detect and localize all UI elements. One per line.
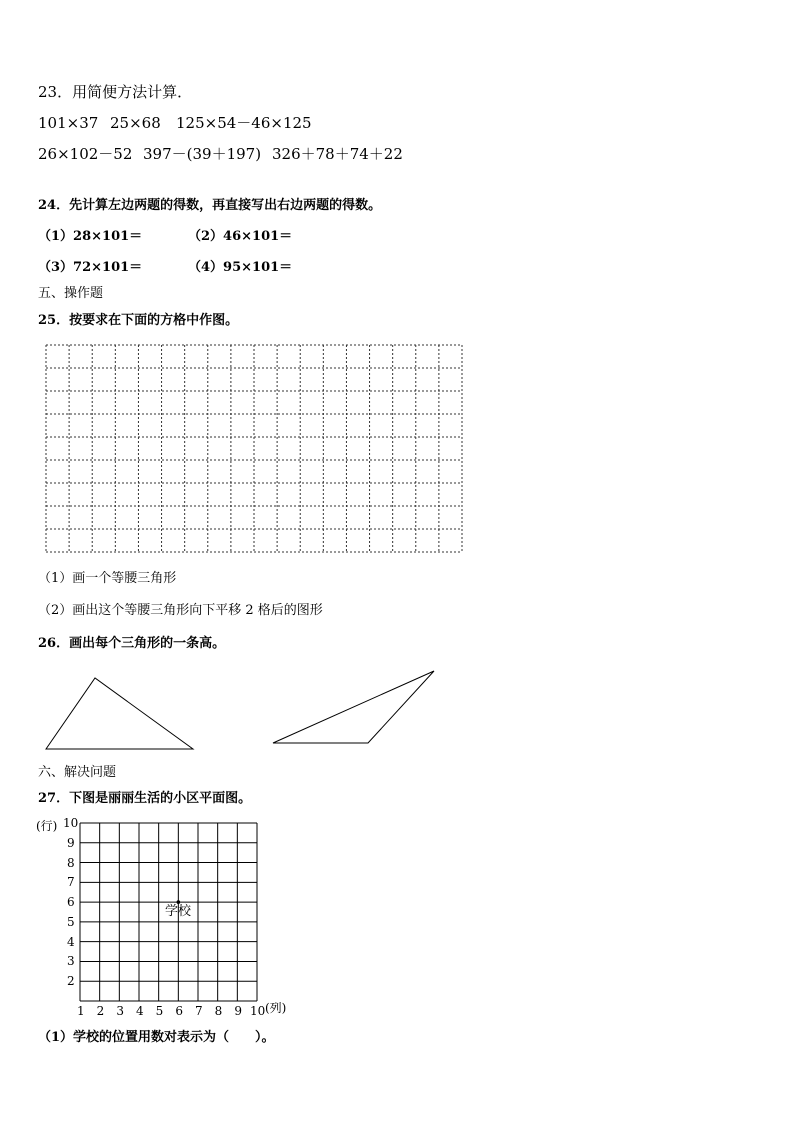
- q25-sub-2: （2）画出这个等腰三角形向下平移 2 格后的图形: [38, 603, 323, 618]
- section-six-heading: 六、解决问题: [38, 765, 117, 780]
- q23-expr-2: 25×68: [110, 114, 161, 132]
- q23-expr-4: 26×102－52: [38, 145, 133, 163]
- q23-expr-6: 326＋78＋74＋22: [272, 145, 403, 163]
- col-tick-label: 1: [77, 1004, 85, 1018]
- q27-col-axis-label: (列): [265, 1001, 287, 1015]
- col-tick-label: 2: [96, 1004, 105, 1018]
- row-tick-label: 2: [67, 974, 75, 989]
- col-tick-label: 9: [234, 1004, 242, 1018]
- q24-title: 24．先计算左边两题的得数，再直接写出右边两题的得数。: [38, 198, 382, 213]
- col-tick-label: 10: [250, 1004, 266, 1018]
- q23-expr-1: 101×37: [38, 114, 99, 132]
- q27-school-label: 学校: [165, 904, 192, 919]
- q26-title: 26．画出每个三角形的一条高。: [38, 636, 226, 651]
- row-tick-label: 8: [67, 855, 75, 870]
- row-tick-label: 6: [67, 895, 75, 910]
- q25-sub-1: （1）画一个等腰三角形: [38, 571, 177, 586]
- q23-expr-3: 125×54－46×125: [176, 114, 312, 132]
- q24-item-3: （3）72×101＝: [38, 260, 143, 275]
- row-tick-label: 3: [67, 954, 75, 969]
- q25-title: 25．按要求在下面的方格中作图。: [38, 313, 239, 328]
- q24-item-1: （1）28×101＝: [38, 229, 143, 244]
- col-tick-label: 7: [195, 1004, 203, 1018]
- col-tick-label: 3: [116, 1004, 124, 1018]
- row-tick-label: 10: [63, 816, 79, 830]
- col-tick-label: 6: [175, 1004, 183, 1018]
- q26-triangle-left: [46, 678, 193, 749]
- q23-title: 23．用简便方法计算．: [38, 83, 193, 101]
- col-tick-label: 5: [155, 1004, 164, 1018]
- q27-sub-1: （1）学校的位置用数对表示为（ ）。: [38, 1030, 275, 1045]
- q26-triangle-right: [273, 671, 434, 743]
- col-tick-label: 4: [136, 1004, 144, 1018]
- row-tick-label: 9: [67, 835, 75, 850]
- q24-item-4: （4）95×101＝: [188, 260, 293, 275]
- q24-item-2: （2）46×101＝: [188, 229, 293, 244]
- row-tick-label: 4: [67, 934, 75, 949]
- q25-dotted-grid: [46, 345, 462, 552]
- q27-row-axis-label: (行): [36, 819, 58, 833]
- row-tick-label: 7: [67, 875, 75, 890]
- q23-expr-5: 397－(39＋197): [143, 145, 262, 163]
- row-tick-label: 5: [67, 914, 75, 929]
- q27-title: 27．下图是丽丽生活的小区平面图。: [38, 791, 252, 806]
- col-tick-label: 8: [214, 1004, 223, 1018]
- section-five-heading: 五、操作题: [38, 286, 104, 301]
